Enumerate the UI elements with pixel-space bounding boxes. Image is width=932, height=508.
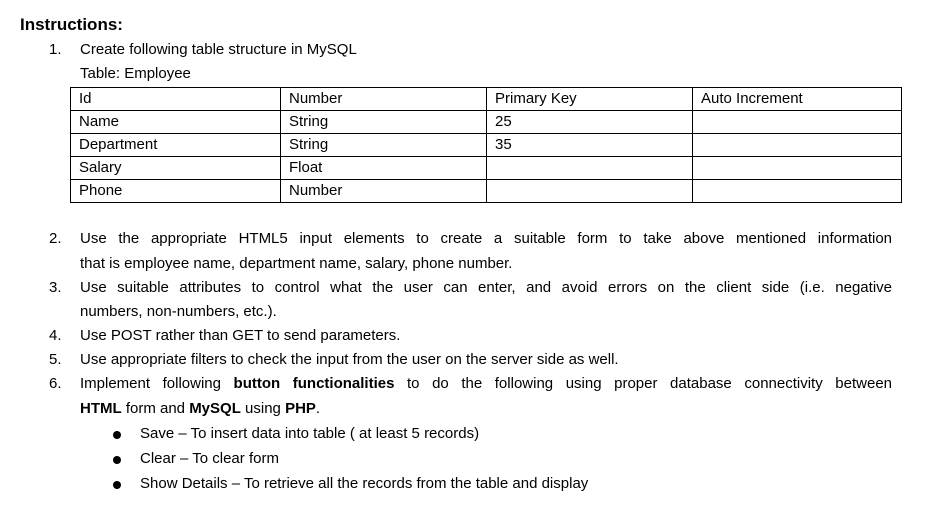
item-4-number: 4. — [49, 327, 62, 344]
item-2-text-line1: Use the appropriate HTML5 input elements to create a suitable form to take above mentioned information — [80, 230, 892, 247]
table-cell: Phone — [71, 180, 281, 203]
table-cell — [487, 157, 693, 180]
item-1-text: Create following table structure in MySQL — [80, 41, 357, 58]
item-5-text: Use appropriate filters to check the input from the user on the server side as well. — [80, 351, 619, 368]
table-cell: String — [281, 134, 487, 157]
table-cell: 25 — [487, 111, 693, 134]
table-caption: Table: Employee — [80, 65, 191, 82]
table-row — [71, 157, 902, 180]
table-cell — [693, 111, 902, 134]
item-3-number: 3. — [49, 279, 62, 296]
item-6-text-a: Implement following — [80, 375, 234, 392]
item-6-text-line1 — [80, 375, 892, 392]
item-6-php-bold: PHP — [285, 400, 316, 417]
item-1-number: 1. — [49, 41, 62, 58]
table-row — [71, 111, 902, 134]
bullet-dot-icon — [113, 456, 121, 464]
item-6-mysql-bold: MySQL — [189, 400, 241, 417]
table-cell — [487, 180, 693, 203]
table-cell: Id — [71, 88, 281, 111]
item-6-text-bold: button functionalities — [233, 375, 395, 392]
item-5-number: 5. — [49, 351, 62, 368]
bullet-clear: Clear – To clear form — [140, 450, 279, 467]
item-6-html-bold: HTML — [80, 400, 122, 417]
employee-table — [70, 87, 902, 203]
bullet-dot-icon — [113, 481, 121, 489]
table-row — [71, 88, 902, 111]
table-cell: 35 — [487, 134, 693, 157]
table-cell: Salary — [71, 157, 281, 180]
bullet-show-details: Show Details – To retrieve all the records from the table and display — [140, 475, 589, 492]
table-cell — [693, 134, 902, 157]
instructions-heading: Instructions: — [20, 15, 123, 34]
table-cell: Number — [281, 180, 487, 203]
table-row — [71, 180, 902, 203]
table-cell: String — [281, 111, 487, 134]
item-6-text-line2 — [80, 400, 320, 417]
item-6-period: . — [315, 400, 321, 417]
table-cell — [693, 157, 902, 180]
bullet-dot-icon — [113, 431, 121, 439]
item-3-text-line1: Use suitable attributes to control what the user can enter, and avoid errors on the client side (i.e. negative — [80, 279, 892, 296]
item-2-number: 2. — [49, 230, 62, 247]
table-cell: Float — [281, 157, 487, 180]
table-cell: Department — [71, 134, 281, 157]
item-6-form-text: form and — [121, 400, 190, 417]
bullet-save: Save – To insert data into table ( at least 5 records) — [140, 425, 480, 442]
table-row — [71, 134, 902, 157]
table-cell: Number — [281, 88, 487, 111]
table-cell: Primary Key — [487, 88, 693, 111]
item-6-number: 6. — [49, 375, 62, 392]
item-6-text-c: to do the following using proper database connectivity between — [394, 375, 892, 392]
item-4-text: Use POST rather than GET to send parameters. — [80, 327, 401, 344]
table-cell: Name — [71, 111, 281, 134]
item-6-using-text: using — [240, 400, 286, 417]
table-cell — [693, 180, 902, 203]
item-2-text-line2: that is employee name, department name, salary, phone number. — [80, 255, 513, 272]
table-cell: Auto Increment — [693, 88, 902, 111]
item-3-text-line2: numbers, non-numbers, etc.). — [80, 303, 277, 320]
